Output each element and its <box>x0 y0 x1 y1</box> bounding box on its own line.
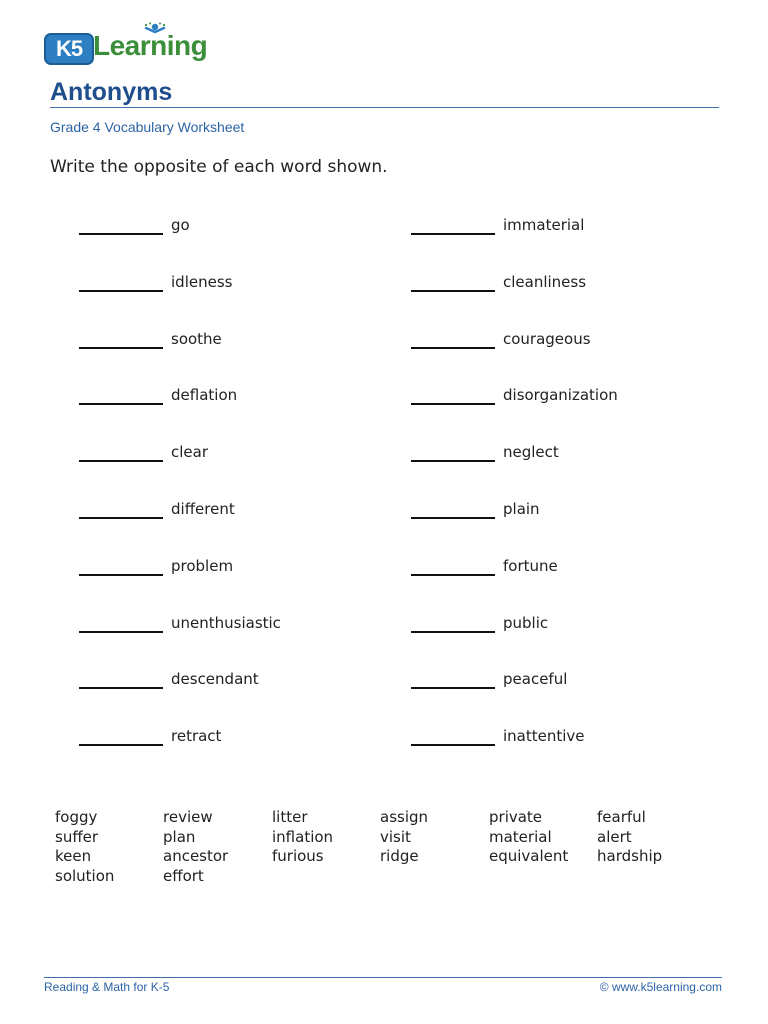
answer-blank[interactable] <box>411 517 495 519</box>
prompt-word: disorganization <box>503 386 618 404</box>
word-bank-word: fearful <box>597 808 646 826</box>
prompt-word: go <box>171 216 190 234</box>
answer-blank[interactable] <box>79 460 163 462</box>
footer-website: © www.k5learning.com <box>599 980 722 994</box>
instructions-text: Write the opposite of each word shown. <box>50 157 388 177</box>
answer-blank[interactable] <box>411 233 495 235</box>
prompt-word: neglect <box>503 443 559 461</box>
prompt-word: peaceful <box>503 670 568 688</box>
answer-blank[interactable] <box>411 290 495 292</box>
prompt-word: descendant <box>171 670 259 688</box>
prompt-word: fortune <box>503 557 558 575</box>
word-bank-word: ridge <box>380 847 419 865</box>
answer-blank[interactable] <box>411 460 495 462</box>
title-divider <box>50 107 719 108</box>
prompt-word: retract <box>171 727 222 745</box>
word-bank-column <box>55 808 114 886</box>
prompt-word: clear <box>171 443 209 461</box>
word-bank-word: suffer <box>55 827 99 846</box>
prompt-word: soothe <box>171 330 222 348</box>
prompt-word: inattentive <box>503 727 585 745</box>
answer-blank[interactable] <box>411 347 495 349</box>
word-bank-word: plan <box>163 827 196 846</box>
prompt-word: courageous <box>503 330 591 348</box>
word-bank-word: foggy <box>55 808 98 826</box>
prompt-word: problem <box>171 557 234 575</box>
page-title: Antonyms <box>50 78 173 106</box>
logo-k5-mark: K5 <box>44 33 94 65</box>
answer-blank[interactable] <box>79 403 163 405</box>
word-bank-word: visit <box>380 827 411 846</box>
prompt-word: immaterial <box>503 216 585 234</box>
word-bank-column <box>597 808 662 867</box>
answer-blank[interactable] <box>411 574 495 576</box>
prompt-word: plain <box>503 500 540 518</box>
word-bank-word: solution <box>55 866 115 885</box>
prompt-word: unenthusiastic <box>171 614 281 632</box>
logo-wordmark: Learning <box>93 30 208 61</box>
prompt-word: cleanliness <box>503 273 587 291</box>
worksheet-subtitle: Grade 4 Vocabulary Worksheet <box>50 119 245 135</box>
footer-divider <box>44 977 722 978</box>
answer-blank[interactable] <box>411 403 495 405</box>
word-bank-word: ancestor <box>163 847 229 865</box>
k5-learning-logo <box>44 22 208 68</box>
word-bank-word: assign <box>380 808 429 826</box>
word-bank-word: keen <box>55 847 92 865</box>
word-bank-word: private <box>489 808 543 826</box>
word-bank-word: equivalent <box>489 847 569 865</box>
answer-blank[interactable] <box>411 631 495 633</box>
word-bank-column <box>489 808 568 867</box>
word-bank-word: effort <box>163 866 204 885</box>
answer-blank[interactable] <box>411 744 495 746</box>
answer-blank[interactable] <box>411 687 495 689</box>
answer-blank[interactable] <box>79 631 163 633</box>
answer-blank[interactable] <box>79 290 163 292</box>
word-bank-word: litter <box>272 808 308 826</box>
prompt-word: different <box>171 500 235 518</box>
answer-blank[interactable] <box>79 233 163 235</box>
word-bank-word: review <box>163 808 213 826</box>
answer-blank[interactable] <box>79 687 163 689</box>
answer-blank[interactable] <box>79 347 163 349</box>
answer-blank[interactable] <box>79 574 163 576</box>
word-bank-column <box>272 808 333 867</box>
footer-tagline: Reading & Math for K-5 <box>44 980 170 994</box>
prompt-word: public <box>503 614 549 632</box>
prompt-word: deflation <box>171 386 238 404</box>
word-bank-column <box>163 808 228 886</box>
word-bank-word: material <box>489 827 552 846</box>
word-bank-column <box>380 808 428 867</box>
answer-blank[interactable] <box>79 744 163 746</box>
answer-blank[interactable] <box>79 517 163 519</box>
logo-figure-icon <box>140 22 170 40</box>
word-bank-word: hardship <box>597 847 663 865</box>
word-bank-word: inflation <box>272 827 334 846</box>
prompt-word: idleness <box>171 273 233 291</box>
word-bank-word: alert <box>597 827 632 846</box>
word-bank-word: furious <box>272 847 324 865</box>
